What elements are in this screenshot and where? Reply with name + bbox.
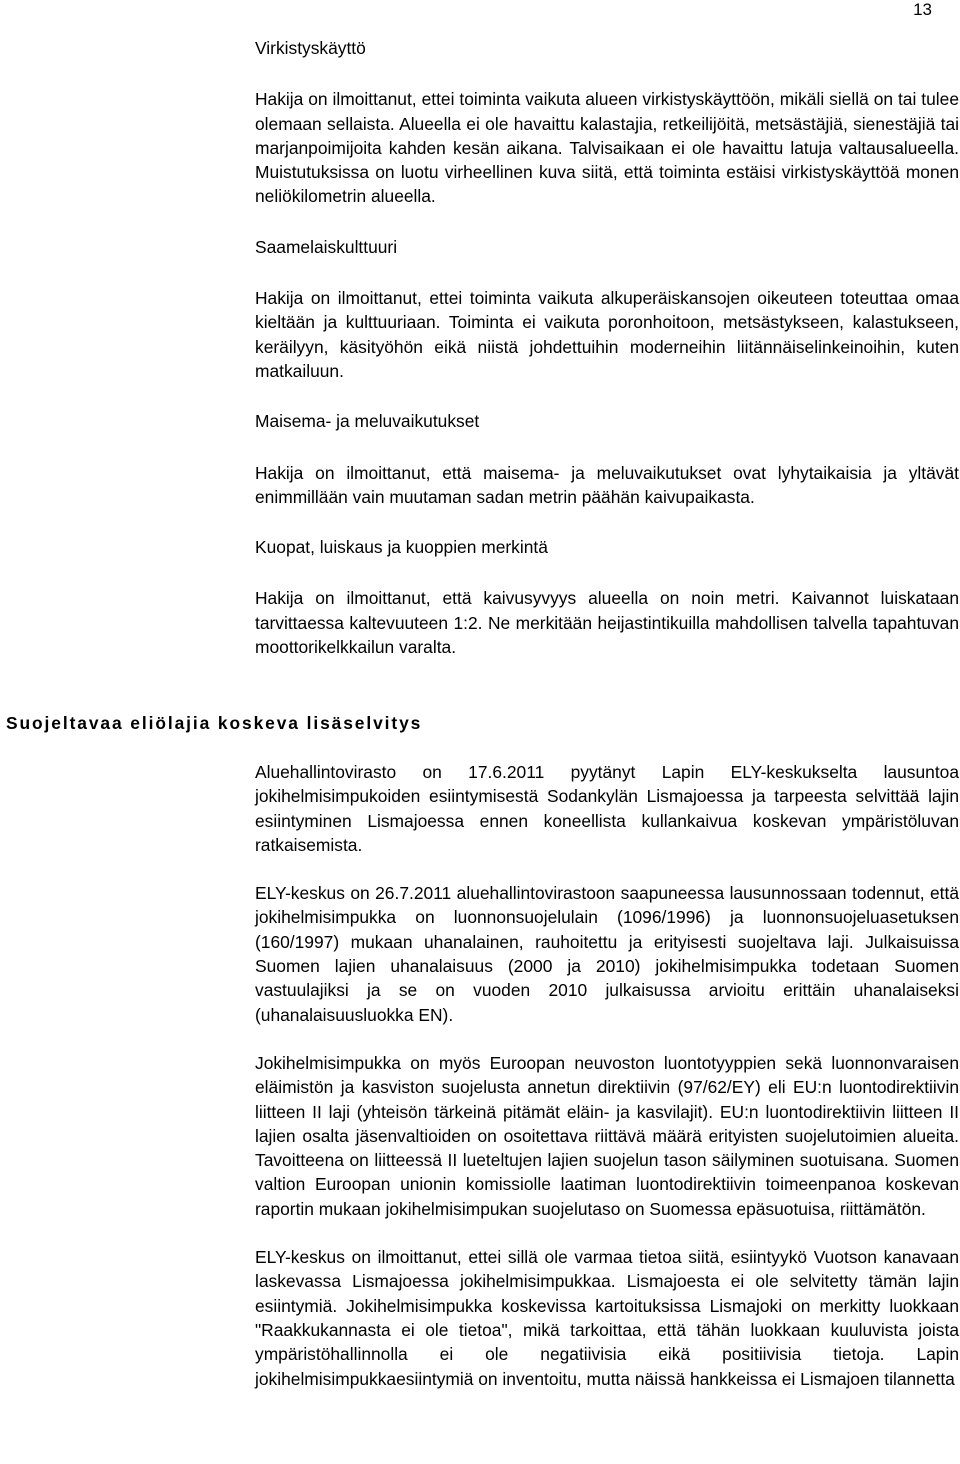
paragraph-ely-lausunto: ELY-keskus on 26.7.2011 aluehallintovirastoon saapuneessa lausunnossaan todennut, että jokihelmisimpukka on luonnonsuojelulain (1096/1996) ja luonnonsuojeluasetuksen (160/1997) mukaan uhanalainen, rauhoitettu ja erityisesti suojeltava laji. Julkaisuissa Suomen lajien uhanalaisuus (2000 ja 2010) jokihelmisimpukka todetaan Suomen vastuulajiksi ja se on vuoden 2010 julkaisussa arvioitu erittäin uhanalaiseksi (uhanalaisuusluokka EN). [255, 883, 959, 1025]
main-section-heading: Suojeltavaa eliölajia koskeva lisäselvitys [6, 713, 423, 733]
section-heading-virkistyskaytto: Virkistyskäyttö [255, 38, 366, 58]
section-heading-kuopat: Kuopat, luiskaus ja kuoppien merkintä [255, 537, 548, 558]
document-body [255, 36, 959, 659]
section-heading-saamelaiskulttuuri: Saamelaiskulttuuri [255, 236, 398, 257]
paragraph-kuopat: Hakija on ilmoittanut, että kaivusyvyys alueella on noin metri. Kaivannot luiskataan tarvittaessa kaltevuuteen 1:2. Ne merkitään heijastintikuilla mahdollisen talvella tapahtuvan moottorikelkkailun varalta. [255, 588, 959, 658]
paragraph-virkistyskaytto: Hakija on ilmoittanut, ettei toiminta vaikuta alueen virkistyskäyttöön, mikäli siellä on tai tulee olemaan sellaista. Alueella ei ole havaittu kalastajia, retkeilijöitä, metsästäjiä, sienestäjiä tai marjanpoimijoita kahden kesän aikana. Talvisaikaan ei ole havaittu latuja valtausalueella. Muistutuksissa on luotu virheellinen kuva siitä, että toiminta estäisi virkistyskäyttöä monen neliökilometrin alueella. [255, 89, 959, 207]
section-heading-maisema: Maisema- ja meluvaikutukset [255, 411, 480, 432]
paragraph-luontodirektiivi: Jokihelmisimpukka on myös Euroopan neuvoston luontotyyppien sekä luonnonvaraisen eläimistön ja kasviston suojelusta annetun direktiivin (97/62/EY) eli EU:n luontodirektiivin liitteen II laji (yhteisön tärkeinä pitämät eläin- ja kasvilajit). EU:n luontodirektiivin liitteen II lajien osalta jäsenvaltioiden on osoitettava riittävä määrä erityisten suojelutoimien alueita. Tavoitteena on liitteessä II lueteltujen lajien suojelun tason säilyminen suotuisana. Suomen valtion Euroopan unionin komissiolle laatiman luontodirektiivin toimeenpanoa koskevan raportin mukaan jokihelmisimpukan suojelutaso on Suomessa epäsuotuisa, riittämätön. [255, 1052, 959, 1219]
page-number: 13 [913, 0, 932, 19]
paragraph-ely-ilmoitus: ELY-keskus on ilmoittanut, ettei sillä ole varmaa tietoa siitä, esiintyykö Vuotson kanavaan laskevassa Lismajoessa jokihelmisimpukkaa. Lismajoesta ei ole selvitetty tämän lajin esiintymiä. Jokihelmisimpukka koskevissa kartoituksissa Lismajoki on merkitty luokkaan "Raakkukannasta ei ole tietoa", mikä tarkoittaa, että tähän luokkaan kuuluvista joista ympäristöhallinnolla ei ole negatiivisia eikä positiivisia tietoja. Lapin jokihelmisimpukkaesiintymiä on inventoitu, mutta näissä hankkeissa ei Lismajoen tilannetta [255, 1247, 959, 1389]
paragraph-saamelaiskulttuuri: Hakija on ilmoittanut, ettei toiminta vaikuta alkuperäiskansojen oikeuteen toteuttaa omaa kieltään ja kulttuuriaan. Toiminta ei vaikuta poronhoitoon, metsästykseen, kalastukseen, keräilyyn, käsityöhön eikä niistä johdettuihin moderneihin liitännäiselinkeinoihin, kuten matkailuun. [255, 288, 959, 381]
document-body-lisaselvitys [255, 760, 959, 1391]
paragraph-aluehallintovirasto: Aluehallintovirasto on 17.6.2011 pyytänyt Lapin ELY-keskukselta lausuntoa jokihelmisimpukoiden esiintymisestä Sodankylän Lismajoessa ja tarpeesta selvittää lajin esiintyminen Lismajoessa ennen koneellista kullankaivua koskevan ympäristöluvan ratkaisemista. [255, 762, 959, 855]
paragraph-maisema: Hakija on ilmoittanut, että maisema- ja meluvaikutukset ovat lyhytaikaisia ja yltävät enimmillään vain muutaman sadan metrin päähän kaivupaikasta. [255, 462, 959, 507]
